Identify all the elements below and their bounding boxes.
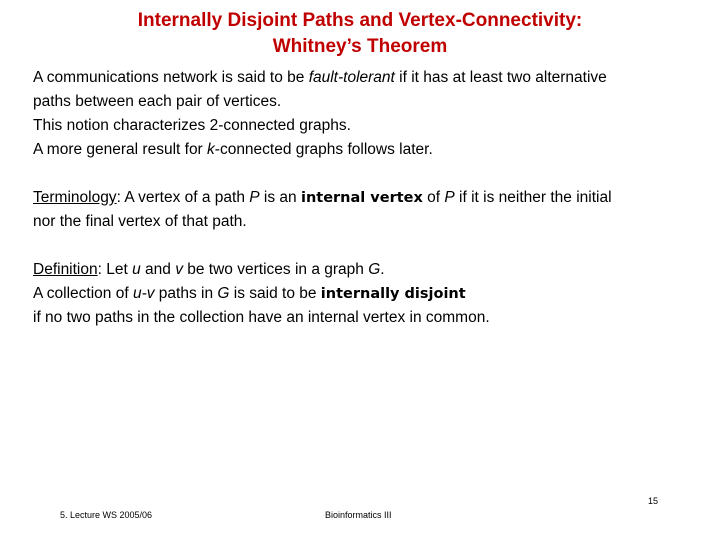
page-number: 15	[648, 496, 659, 506]
internally-disjoint-term: internally disjoint	[320, 286, 466, 302]
intro-line-2: paths between each pair of vertices.	[33, 93, 282, 110]
definition-text: .	[380, 261, 385, 278]
definition-text: : Let	[97, 261, 133, 278]
spacer	[33, 234, 703, 258]
definition-line-3: if no two paths in the collection have an internal vertex in common.	[33, 309, 490, 326]
path-variable: P	[249, 189, 260, 206]
definition-text: paths in	[154, 285, 218, 302]
slide-title	[0, 8, 720, 60]
terminology-text: of	[422, 189, 445, 206]
slide-title-line-2: Whitney’s Theorem	[272, 36, 448, 57]
graph-variable: G	[217, 285, 230, 302]
k-variable: k	[207, 141, 215, 158]
terminology-line-1	[33, 186, 703, 210]
intro-line-1	[33, 66, 703, 90]
definition-line-1	[33, 258, 703, 282]
spacer	[33, 162, 703, 186]
graph-variable: G	[368, 261, 381, 278]
footer-course: Bioinformatics III	[325, 510, 392, 520]
intro-text: if it has at least two alternative	[394, 69, 607, 86]
definition-line-2	[33, 282, 703, 306]
intro-line-3: This notion characterizes 2-connected graphs.	[33, 117, 351, 134]
intro-text: -connected graphs follows later.	[214, 141, 433, 158]
definition-text: A collection of	[33, 285, 133, 302]
u-variable: u	[132, 261, 141, 278]
definition-text: be two vertices in a graph	[182, 261, 369, 278]
definition-label: Definition	[33, 261, 98, 278]
path-variable: P	[444, 189, 455, 206]
v-variable: v	[175, 261, 183, 278]
slide-title-line-1: Internally Disjoint Paths and Vertex-Connectivity:	[137, 10, 583, 31]
intro-text: A more general result for	[33, 141, 208, 158]
footer-lecture: 5. Lecture WS 2005/06	[60, 510, 153, 520]
internal-vertex-term: internal vertex	[300, 190, 423, 206]
slide-body	[33, 66, 703, 330]
terminology-label: Terminology	[33, 189, 117, 206]
terminology-text: if it is neither the initial	[454, 189, 612, 206]
intro-text: A communications network is said to be	[33, 69, 309, 86]
terminology-text: : A vertex of a path	[116, 189, 250, 206]
definition-text: and	[140, 261, 176, 278]
terminology-text: is an	[259, 189, 301, 206]
intro-line-4	[33, 138, 703, 162]
terminology-line-2: nor the final vertex of that path.	[33, 213, 247, 230]
definition-text: is said to be	[229, 285, 321, 302]
uv-variable: u-v	[132, 285, 155, 302]
fault-tolerant-term: fault-tolerant	[308, 69, 395, 86]
